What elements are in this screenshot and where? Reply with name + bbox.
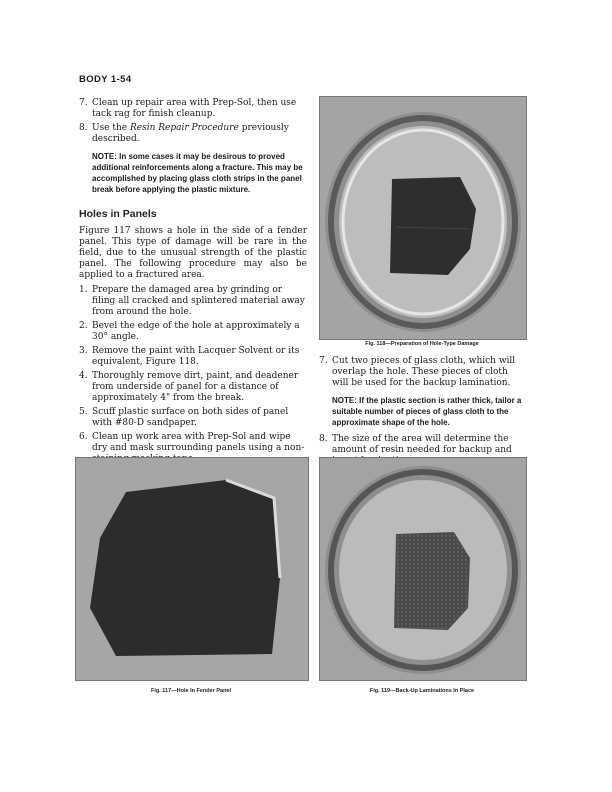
figure-117-caption: Fig. 117—Hole In Fender Panel: [150, 688, 232, 694]
figure-118-caption: Fig. 118—Preparation of Hole-Type Damage: [365, 341, 479, 347]
right-column: [319, 356, 525, 470]
figure-119-photo: [319, 457, 527, 681]
figure-117-photo: [75, 457, 309, 681]
list-item: 8. The size of the area will determine the amount of resin needed for backup and: [319, 434, 512, 455]
list-item: 5. Scuff plastic surface on both sides of panel with #80-D sandpaper.: [79, 407, 289, 428]
list-item: 6. Clean up work area with Prep-Sol and wipe dry and mask surrounding panels using a non-: [79, 432, 305, 453]
intro-paragraph: Figure 117 shows a hole in the side of a fender panel. This type of damage will be rare in the field, due to the unusual strength of the plastic panel. The following procedure may also be applied to a fractured area.: [79, 226, 307, 280]
section-heading: Holes in Panels: [79, 208, 157, 220]
figure-119-image: [320, 458, 526, 680]
page-header: BODY 1-54: [79, 74, 132, 85]
steps-list: [79, 285, 307, 465]
list-item: 3. Remove the paint with Lacquer Solvent or its equivalent, Figure 118.: [79, 346, 300, 367]
list-item: 7. Cut two pieces of glass cloth, which will overlap the hole. These pieces of cloth will be used for the backup lamination.: [319, 356, 516, 388]
list-item: 2. Bevel the edge of the hole at approximately a 30° angle.: [79, 321, 300, 342]
list-item: 7. Clean up repair area with Prep-Sol, then use tack rag for finish cleanup.: [79, 98, 297, 119]
figure-117-image: [76, 458, 308, 680]
list-item: 1. Prepare the damaged area by grinding or filing all cracked and splintered material away from around the hole.: [79, 285, 305, 317]
left-column: [79, 98, 307, 468]
note-reinforcement: NOTE: In some cases it may be desirous to proved additional reinforcements along a fracture. This may be accomplished by placing glass cloth strips in the panel break before applying the plastic mixture.: [92, 152, 303, 194]
list-item: 8. Use the Resin Repair Procedure previously described.: [79, 123, 289, 144]
note-plastic-thick: NOTE: If the plastic section is rather thick, tailor a suitable number of pieces of glass cloth to the approximate shape of the hole.: [332, 396, 522, 427]
figure-118-image: [320, 97, 526, 339]
list-item: 4. Thoroughly remove dirt, paint, and deadener from underside of panel for a distance of approximately 4" from the break.: [79, 371, 299, 403]
figure-119-caption: Fig. 119—Back-Up Laminations In Place: [369, 688, 475, 694]
figure-118-photo: [319, 96, 527, 340]
